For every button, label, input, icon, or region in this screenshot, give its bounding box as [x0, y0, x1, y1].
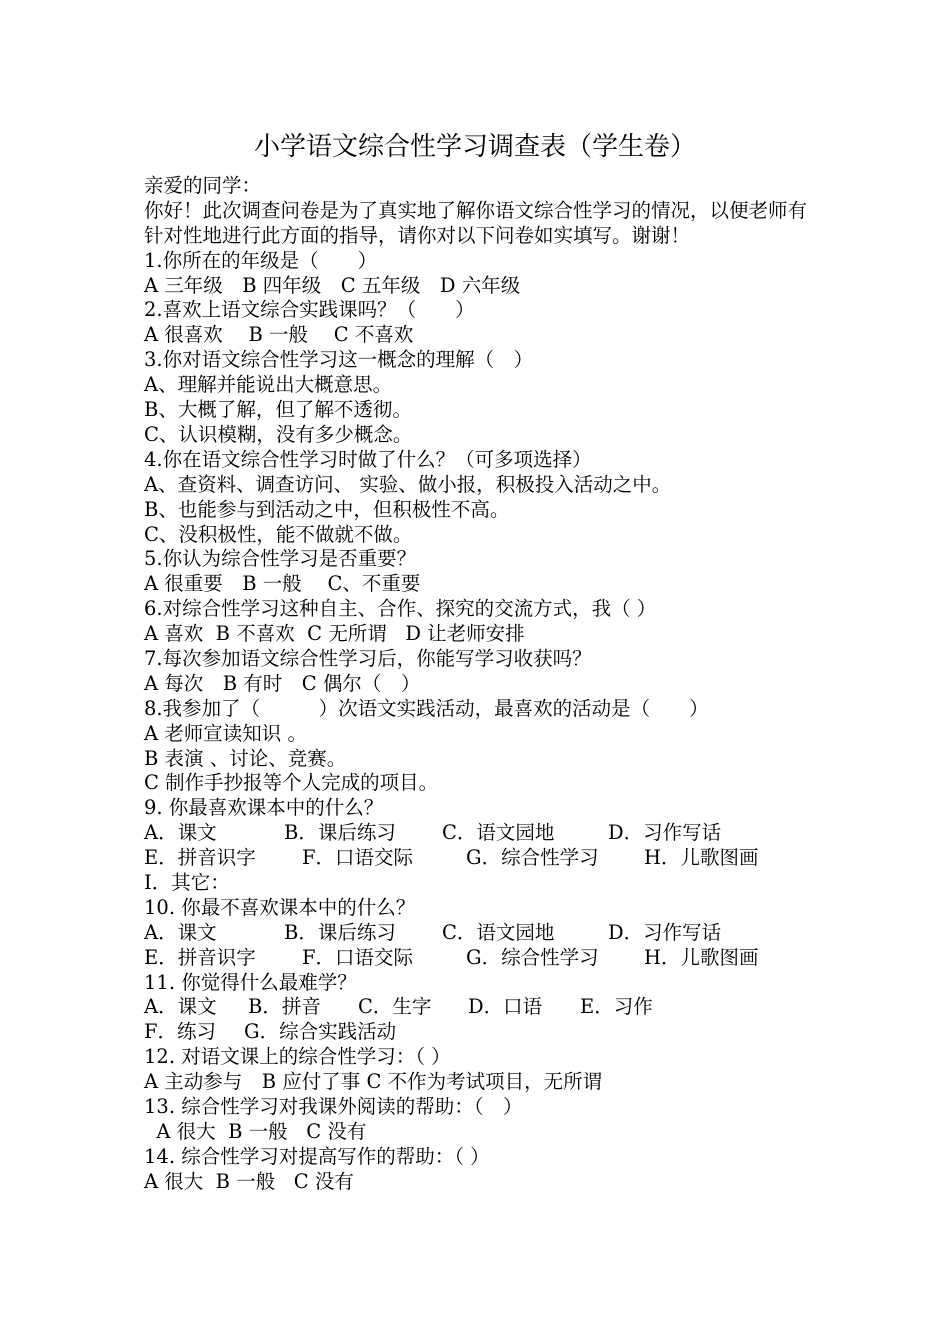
q9-option: G．综合性学习 [466, 846, 599, 870]
intro-paragraph: 你好！此次调查问卷是为了真实地了解你语文综合性学习的情况，以便老师有针对性地进行此方面的指导，请你对以下问卷如实填写。谢谢！ [144, 198, 808, 247]
option-line: A、理解并能说出大概意思。 [144, 373, 393, 397]
question-line: 10. 你最不喜欢课本中的什么？ [144, 895, 416, 919]
question-line: 12. 对语文课上的综合性学习：（ ） [144, 1045, 451, 1069]
q9-option: H．儿歌图画 [644, 846, 759, 870]
greeting: 亲爱的同学： [144, 174, 262, 197]
q11-option: B．拼音 [248, 995, 321, 1019]
option-line: A 很大 B 一般 C 没有 [144, 1169, 354, 1193]
q9-options-row-1 [144, 821, 814, 846]
question-line: 6.对综合性学习这种自主、合作、探究的交流方式，我（ ） [144, 597, 657, 621]
q9-option: C．语文园地 [442, 821, 555, 845]
q10-option: B．课后练习 [284, 920, 396, 944]
option-line: B、也能参与到活动之中，但积极性不高。 [144, 497, 510, 521]
question-line: 9. 你最喜欢课本中的什么？ [144, 796, 384, 820]
question-line: 8.我参加了（ ）次语文实践活动，最喜欢的活动是（ ） [144, 696, 709, 720]
q11-option: F．练习 [144, 1020, 217, 1044]
question-line: 5.你认为综合性学习是否重要？ [144, 547, 417, 571]
q9-option: F．口语交际 [302, 846, 414, 870]
q10-options-row-1 [144, 921, 814, 946]
q9-option: D．习作写话 [608, 821, 722, 845]
option-line: A 很大 B 一般 C 没有 [144, 1119, 367, 1143]
question-line: 4.你在语文综合性学习时做了什么？（可多项选择） [144, 447, 592, 471]
option-line: A 很喜欢 B 一般 C 不喜欢 [144, 323, 414, 347]
q10-option: E．拼音识字 [144, 945, 256, 969]
option-line: A、查资料、调查访问、 实验、做小报，积极投入活动之中。 [144, 472, 672, 496]
q9-option: E．拼音识字 [144, 846, 256, 870]
q11-option: G．综合实践活动 [244, 1020, 397, 1044]
q11-option: A．课文 [144, 995, 217, 1019]
option-line: C、认识模糊，没有多少概念。 [144, 422, 413, 446]
q10-option: H．儿歌图画 [644, 945, 759, 969]
option-line: B、大概了解，但了解不透彻。 [144, 398, 412, 422]
question-line: 1.你所在的年级是（ ） [144, 248, 378, 272]
option-line: A 三年级 B 四年级 C 五年级 D 六年级 [144, 273, 521, 297]
option-line: A 主动参与 B 应付了事 C 不作为考试项目，无所谓 [144, 1070, 603, 1094]
document-body [144, 174, 814, 1195]
option-line: A 很重要 B 一般 C、不重要 [144, 572, 421, 596]
option-line: C、没积极性，能不做就不做。 [144, 522, 413, 546]
question-line: 2.喜欢上语文综合实践课吗？（ ） [144, 298, 475, 322]
q10-option: D．习作写话 [608, 920, 722, 944]
q10-options-row-2 [144, 946, 814, 971]
q9-other: I．其它： [144, 870, 230, 894]
option-line: A 喜欢 B 不喜欢 C 无所谓 D 让老师安排 [144, 622, 525, 646]
q11-option: E．习作 [580, 995, 653, 1019]
q11-options-row-1 [144, 995, 814, 1020]
q10-option: A．课文 [144, 920, 217, 944]
q10-option: G．综合性学习 [466, 945, 599, 969]
question-line: 14. 综合性学习对提高写作的帮助：（ ） [144, 1144, 490, 1168]
q9-options-row-2 [144, 846, 814, 871]
q10-option: F．口语交际 [302, 945, 414, 969]
document-title: 小学语文综合性学习调查表（学生卷） [253, 132, 696, 162]
option-line: C 制作手抄报等个人完成的项目。 [144, 771, 439, 795]
q9-option: A．课文 [144, 821, 217, 845]
q11-options-row-2 [144, 1020, 814, 1045]
option-line: A 每次 B 有时 C 偶尔（ ） [144, 671, 421, 695]
question-line: 3.你对语文综合性学习这一概念的理解（ ） [144, 348, 534, 372]
question-line: 7.每次参加语文综合性学习后，你能写学习收获吗？ [144, 646, 592, 670]
q9-option: B．课后练习 [284, 821, 396, 845]
question-line: 13. 综合性学习对我课外阅读的帮助：（ ） [144, 1094, 523, 1118]
option-line: B 表演 、讨论、竞赛。 [144, 746, 347, 770]
q11-option: C．生字 [358, 995, 432, 1019]
q10-option: C．语文园地 [442, 920, 555, 944]
question-line: 11. 你觉得什么最难学？ [144, 970, 357, 994]
option-line: A 老师宣读知识 。 [144, 721, 307, 745]
q11-option: D．口语 [468, 995, 543, 1019]
